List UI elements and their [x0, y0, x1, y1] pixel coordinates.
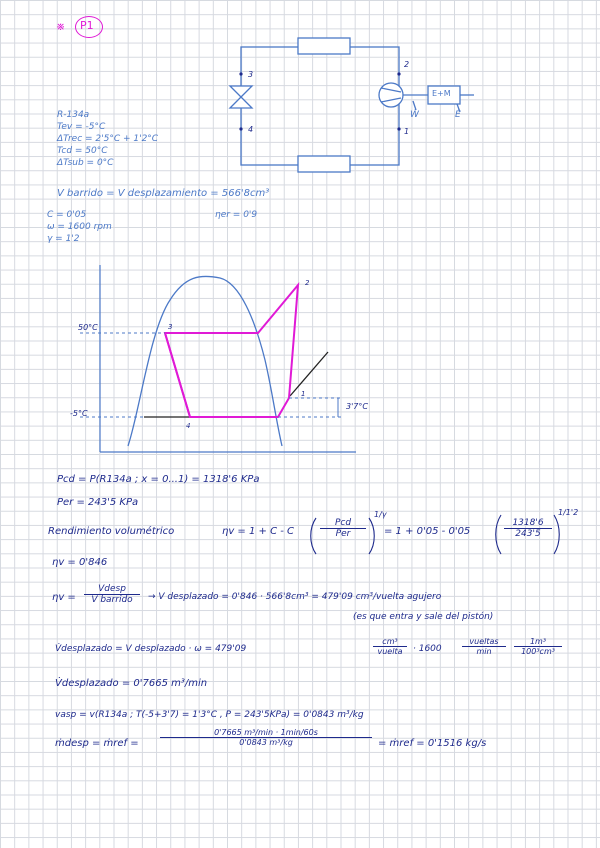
problem-tag: P1 — [80, 19, 94, 32]
motor-label: E+M — [432, 89, 451, 98]
vdot-frac-2: vueltas min — [462, 637, 506, 656]
eta-v-rhs: → V desplazado = 0'846 · 566'8cm³ = 479'09 cm³/vuelta agujero — [148, 592, 442, 602]
point-1-label: 1 — [404, 127, 410, 136]
expansion-valve-icon — [230, 86, 252, 108]
pcd-line: Pcd = P(R134a ; x = 0...1) = 1318'6 KPa — [57, 474, 260, 485]
diagram-pt-3: 3 — [168, 323, 173, 331]
vdot-result: V̇desplazado = 0'7665 m³/min — [55, 678, 208, 689]
diagram-pt-1: 1 — [301, 390, 306, 398]
saturation-dome — [128, 276, 282, 446]
superheat-label: 3'7°C — [346, 402, 368, 411]
point-3-label: 3 — [248, 70, 254, 79]
rend-fraction: Pcd Per — [320, 518, 366, 539]
diagram-pt-2: 2 — [305, 279, 310, 287]
energy-label: Ė — [455, 110, 461, 120]
paren2-right — [554, 515, 559, 554]
rend-fraction-2: $\frac{1318'6}{243'5}$ — [504, 518, 552, 539]
vdot-frac-1: cm³ vuelta — [373, 637, 407, 656]
problem-mark: ※ — [56, 20, 66, 33]
point-4-label: 4 — [248, 125, 254, 134]
mdot-fraction: 0'7665 m³/min · 1min/60s 0'0843 m³/kg — [160, 728, 372, 747]
given-1: Tev = -5°C — [57, 122, 106, 132]
param-c: C = 0'05 — [47, 210, 87, 220]
rend-exponent: 1/γ — [374, 510, 387, 519]
rend-label: Rendimiento volumétrico — [48, 526, 175, 537]
diagram-pt-4: 4 — [186, 422, 191, 430]
vdot-lhs: V̇desplazado = V desplazado · ω = 479'09 — [55, 644, 247, 654]
eta-v-fraction: Vdesp V barrido — [84, 584, 140, 605]
rend-expr-b: = 1 + 0'05 - 0'05 — [384, 526, 471, 537]
compressor-icon — [379, 83, 403, 107]
param-gamma: γ = 1'2 — [47, 234, 80, 244]
vasp-line: vasp = v(R134a ; T(-5+3'7) = 1'3°C , P = 243'5KPa) = 0'0843 m³/kg — [55, 710, 364, 720]
eta-v-value: ηv = 0'846 — [52, 557, 108, 568]
vbarrido-line: V barrido = V desplazamiento = 566'8cm³ — [57, 188, 270, 199]
paren2-left — [496, 515, 501, 554]
given-4: ΔTsub = 0°C — [57, 158, 114, 168]
evaporator-box — [298, 156, 350, 172]
per-line: Per = 243'5 KPa — [57, 497, 139, 508]
condenser-box — [298, 38, 350, 54]
vdot-frac-3: $\frac{\text{1m³}}{\text{100³cm³}}$ — [514, 637, 562, 656]
mdot-lhs: ṁdesp = ṁref = — [55, 738, 139, 749]
given-3: Tcd = 50°C — [57, 146, 108, 156]
given-0: R-134a — [57, 110, 90, 120]
eta-er: ηer = 0'9 — [215, 210, 258, 220]
vdot-mid: · 1600 — [413, 644, 442, 654]
work-arrow — [413, 101, 416, 110]
mdot-rhs: = ṁref = 0'1516 kg/s — [378, 738, 487, 749]
rend-expr-a: ηv = 1 + C - C — [222, 526, 295, 537]
point-2-label: 2 — [404, 60, 410, 69]
paren-left — [311, 518, 316, 554]
work-label: Ẇ — [410, 110, 419, 120]
rend-exponent-2: 1/1'2 — [558, 508, 579, 517]
param-omega: ω = 1600 rpm — [47, 222, 112, 232]
eta-v-note: (es que entra y sale del pistón) — [353, 612, 494, 622]
y-label-top: 50°C — [78, 323, 98, 332]
y-label-bottom: -5°C — [70, 409, 88, 418]
isobar-line — [290, 352, 328, 396]
loop-lines — [241, 47, 399, 165]
paren-right — [369, 518, 374, 554]
ts-diagram — [80, 265, 356, 452]
given-2: ΔTrec = 2'5°C + 1'2°C — [57, 134, 159, 144]
eta-v-def-lhs: ηv = — [52, 592, 76, 603]
cycle-schematic — [230, 38, 474, 172]
